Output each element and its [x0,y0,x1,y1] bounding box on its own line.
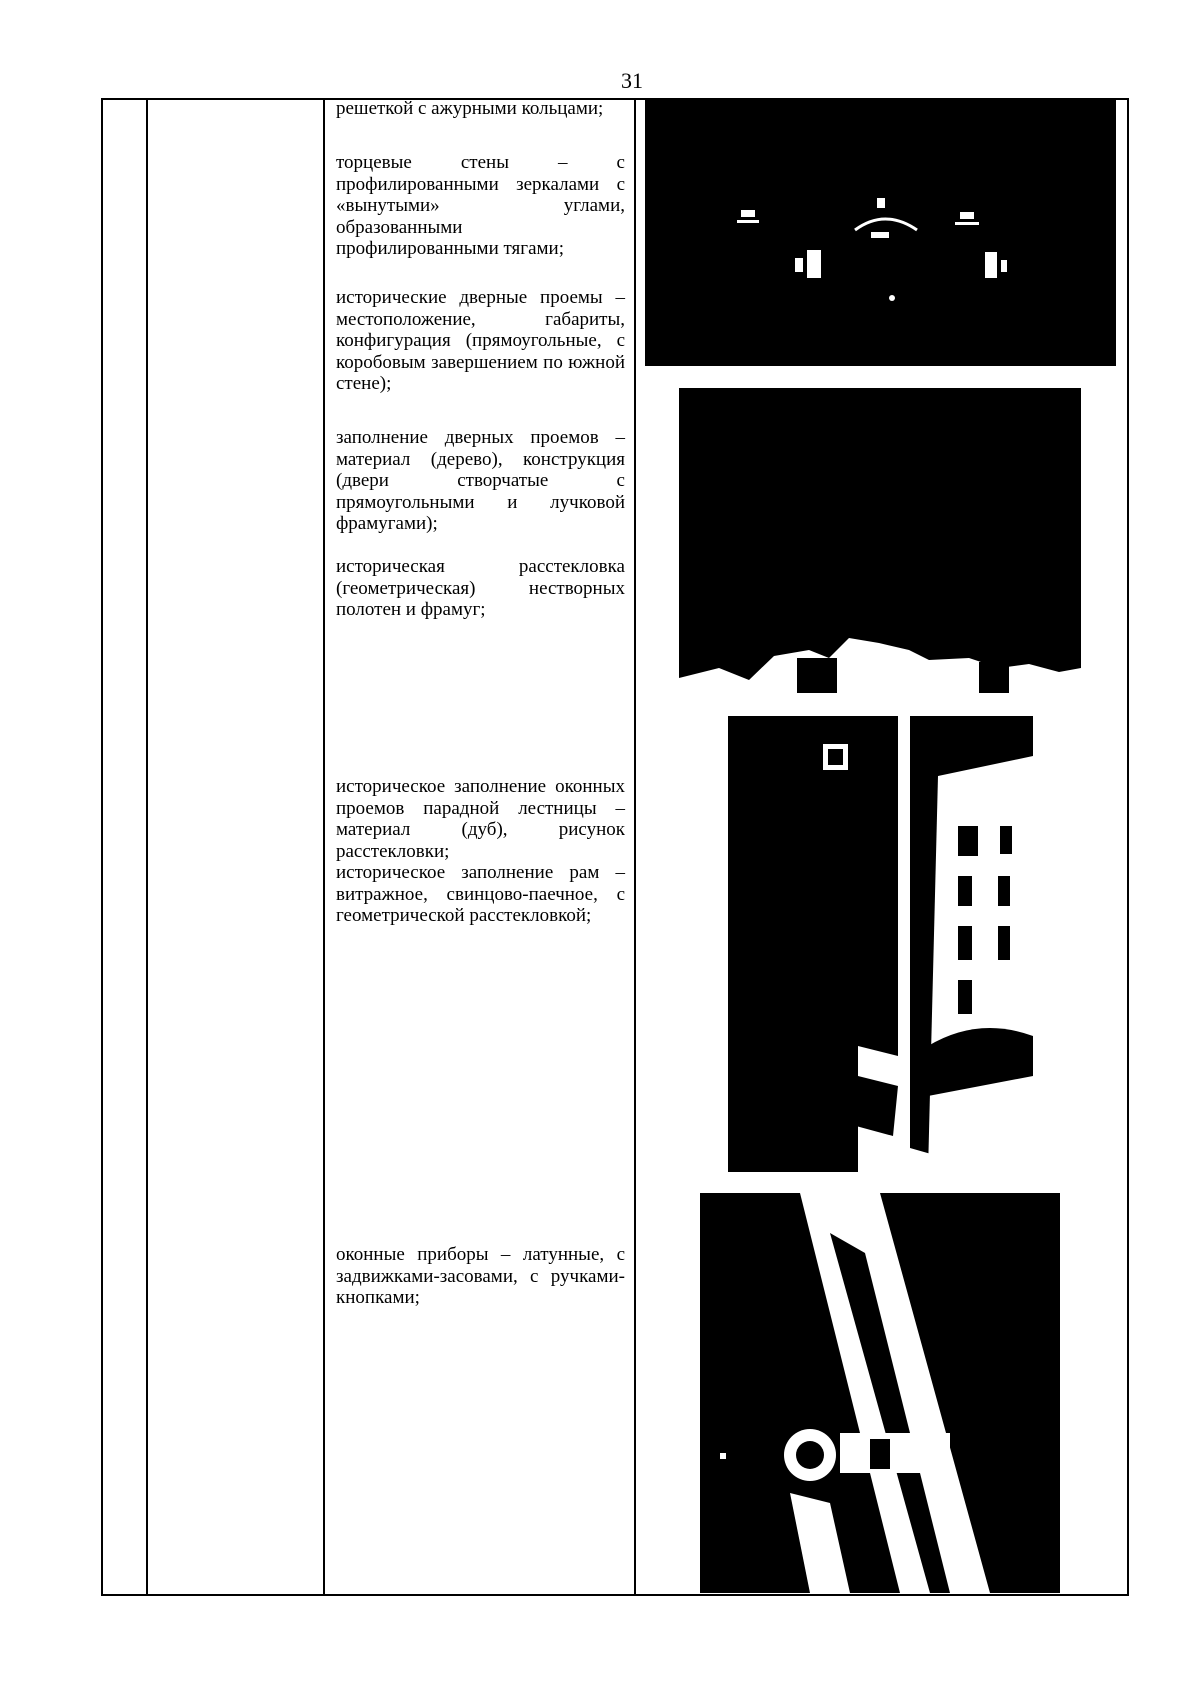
photo-stair-window [728,716,1033,1172]
photo-door [679,388,1081,693]
description-item: решеткой с ажурными кольцами; [336,98,604,119]
photo-window-handle [700,1193,1060,1593]
column-divider-1 [146,98,148,1596]
description-item: исторические дверные проемы – местоположение, габариты, конфигурация (прямоугольные, с коробовым завершением по южной стене); [336,287,625,394]
description-item: торцевые стены – с профилированными зеркалами с «вынутыми» углами, образованными профилированными тягами; [336,152,625,259]
column-divider-3 [634,98,636,1596]
description-item: историческое заполнение рам – витражное, свинцово-паечное, с геометрической расстекловкой; [336,862,625,926]
description-item: историческое заполнение оконных проемов парадной лестницы – материал (дуб), рисунок расстекловки; [336,776,625,862]
description-item: оконные приборы – латунные, с задвижками-засовами, с ручками-кнопками; [336,1244,625,1308]
description-item: историческая расстекловка (геометрическая) нестворных полотен и фрамуг; [336,556,625,620]
description-item: заполнение дверных проемов – материал (дерево), конструкция (двери створчатые с прямоугольными и лучковой фрамугами); [336,427,625,534]
column-divider-2 [323,98,325,1596]
photo-wall-lamps [645,100,1116,366]
page-number: 31 [621,68,643,93]
